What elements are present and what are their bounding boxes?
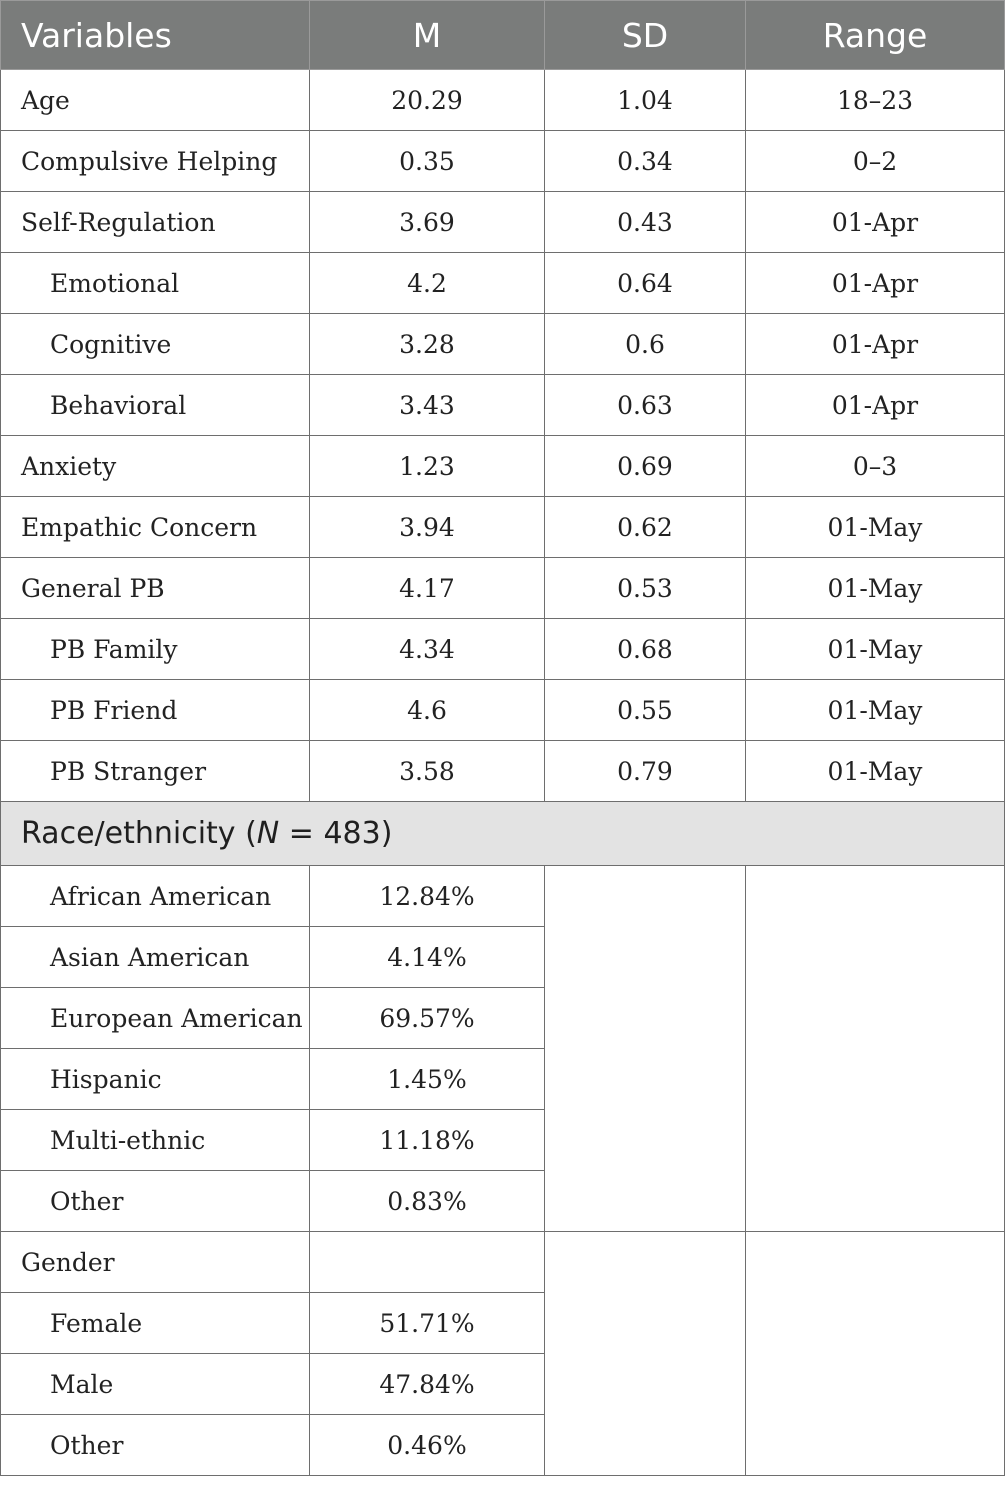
row-range: 01-May (746, 497, 1005, 558)
row-mean: 3.28 (310, 314, 545, 375)
table-row (1, 314, 1005, 375)
race-percent: 0.83% (310, 1171, 545, 1232)
empty-cell (746, 1232, 1005, 1476)
table-row (1, 619, 1005, 680)
header-range: Range (746, 1, 1005, 70)
row-mean: 3.43 (310, 375, 545, 436)
race-percent: 69.57% (310, 988, 545, 1049)
row-mean: 4.2 (310, 253, 545, 314)
empty-cell (310, 1232, 545, 1293)
row-mean: 3.94 (310, 497, 545, 558)
row-sd: 0.63 (545, 375, 746, 436)
table-row (1, 680, 1005, 741)
row-sd: 0.55 (545, 680, 746, 741)
row-range: 18–23 (746, 70, 1005, 131)
race-label: Other (1, 1171, 310, 1232)
section-title-prefix: Race/ethnicity ( (21, 816, 257, 851)
header-sd: SD (545, 1, 746, 70)
row-range: 01-May (746, 558, 1005, 619)
row-sd: 0.69 (545, 436, 746, 497)
row-label: Cognitive (1, 314, 310, 375)
row-label: PB Friend (1, 680, 310, 741)
row-range: 01-Apr (746, 253, 1005, 314)
row-range: 0–3 (746, 436, 1005, 497)
row-sd: 0.43 (545, 192, 746, 253)
row-label: Self-Regulation (1, 192, 310, 253)
gender-percent: 47.84% (310, 1354, 545, 1415)
gender-title: Gender (1, 1232, 310, 1293)
table-row (1, 253, 1005, 314)
row-sd: 0.53 (545, 558, 746, 619)
empty-cell (746, 866, 1005, 1232)
race-label: Asian American (1, 927, 310, 988)
table-row (1, 558, 1005, 619)
row-mean: 4.6 (310, 680, 545, 741)
table-row (1, 192, 1005, 253)
gender-label: Male (1, 1354, 310, 1415)
row-mean: 0.35 (310, 131, 545, 192)
section-title-suffix: = 483) (279, 816, 393, 851)
row-mean: 4.34 (310, 619, 545, 680)
row-mean: 20.29 (310, 70, 545, 131)
gender-header-row (1, 1232, 1005, 1293)
gender-label: Female (1, 1293, 310, 1354)
row-label: Emotional (1, 253, 310, 314)
race-label: European American (1, 988, 310, 1049)
header-m: M (310, 1, 545, 70)
header-row (1, 1, 1005, 70)
row-sd: 0.34 (545, 131, 746, 192)
race-percent: 1.45% (310, 1049, 545, 1110)
race-percent: 11.18% (310, 1110, 545, 1171)
table-row (1, 375, 1005, 436)
race-percent: 4.14% (310, 927, 545, 988)
row-sd: 0.6 (545, 314, 746, 375)
row-sd: 1.04 (545, 70, 746, 131)
row-label: Compulsive Helping (1, 131, 310, 192)
gender-percent: 0.46% (310, 1415, 545, 1476)
race-label: African American (1, 866, 310, 927)
race-label: Multi-ethnic (1, 1110, 310, 1171)
table-row (1, 436, 1005, 497)
row-label: General PB (1, 558, 310, 619)
gender-label: Other (1, 1415, 310, 1476)
race-ethnicity-section-header (1, 802, 1005, 866)
section-title (1, 802, 1005, 866)
row-label: Behavioral (1, 375, 310, 436)
row-range: 01-May (746, 741, 1005, 802)
row-sd: 0.79 (545, 741, 746, 802)
row-range: 01-May (746, 619, 1005, 680)
section-title-n: N (256, 816, 280, 851)
row-range: 01-Apr (746, 192, 1005, 253)
row-label: Age (1, 70, 310, 131)
row-mean: 3.69 (310, 192, 545, 253)
row-mean: 1.23 (310, 436, 545, 497)
row-label: Anxiety (1, 436, 310, 497)
header-variables: Variables (1, 1, 310, 70)
row-mean: 4.17 (310, 558, 545, 619)
empty-cell (545, 866, 746, 1232)
row-range: 0–2 (746, 131, 1005, 192)
row-range: 01-Apr (746, 375, 1005, 436)
row-label: PB Family (1, 619, 310, 680)
table-row (1, 866, 1005, 927)
table-row (1, 497, 1005, 558)
row-mean: 3.58 (310, 741, 545, 802)
row-sd: 0.68 (545, 619, 746, 680)
table-row (1, 131, 1005, 192)
race-label: Hispanic (1, 1049, 310, 1110)
table-row (1, 70, 1005, 131)
row-sd: 0.64 (545, 253, 746, 314)
empty-cell (545, 1232, 746, 1476)
row-range: 01-Apr (746, 314, 1005, 375)
row-range: 01-May (746, 680, 1005, 741)
row-sd: 0.62 (545, 497, 746, 558)
gender-percent: 51.71% (310, 1293, 545, 1354)
table-row (1, 741, 1005, 802)
race-percent: 12.84% (310, 866, 545, 927)
row-label: Empathic Concern (1, 497, 310, 558)
row-label: PB Stranger (1, 741, 310, 802)
